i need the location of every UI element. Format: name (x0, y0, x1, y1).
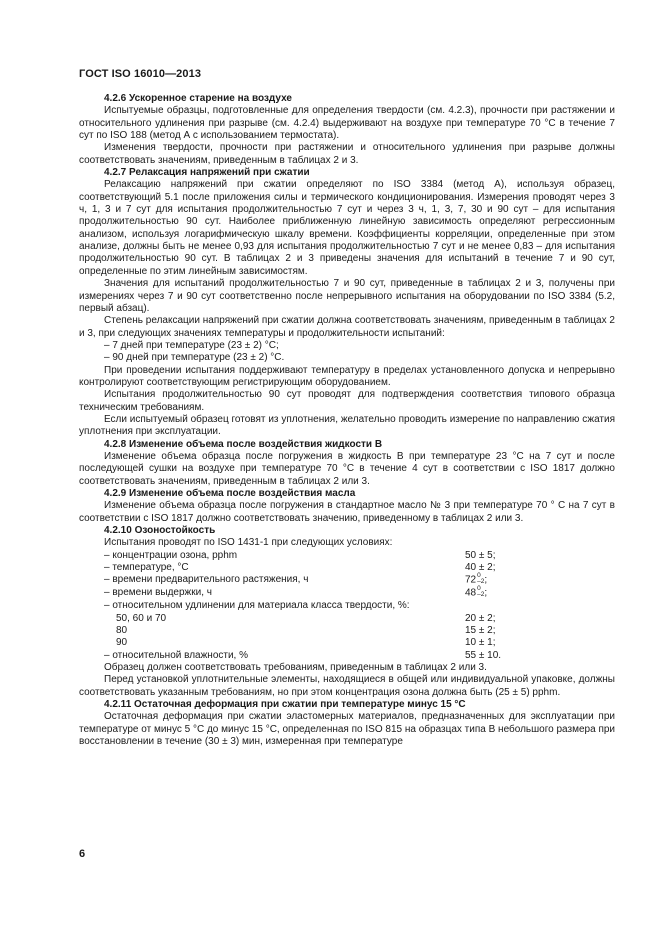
condition-row (79, 637, 615, 649)
paragraph: Изменение объема образца после погружения в стандартное масло № 3 при температуре 70 ° С на 7 сут в соответствии с ISO 1817 должно соответствовать значению, приведенному в таблицах 2 или 3. (79, 500, 615, 524)
condition-row (79, 613, 615, 625)
section-4-2-7-title: 4.2.7 Релаксация напряжений при сжатии (104, 167, 310, 179)
tolerance (477, 586, 484, 598)
condition-row (79, 625, 615, 637)
condition-row (79, 574, 615, 587)
condition-value: 20 ± 2; (465, 612, 496, 624)
value-suffix: ; (484, 575, 488, 587)
tolerance (477, 573, 484, 585)
condition-label: – концентрации озона, pphm (104, 549, 238, 561)
document-header: ГОСТ ISO 16010—2013 (79, 68, 202, 80)
value-suffix: ; (484, 588, 488, 600)
paragraph: Остаточная деформация при сжатии эластомерных материалов, предназначенных для эксплуатации при температуре от минус 5 °С до минус 15 °С, определенная по ISO 815 на образцах типа В небольшого размера при восстановлении в течение (30 ± 3) мин, измеренная при температуре (79, 711, 615, 748)
condition-row (79, 562, 615, 574)
condition-value: 10 ± 1; (465, 637, 496, 649)
paragraph: Изменение объема образца после погружения в жидкость В при температуре 23 °С на 7 сут и после последующей сушки на воздухе при температуре 70 °С в течение 4 сут в соответствии с ISO 1817 должно соответствовать значениям, приведенным в таблицах 2 или 3. (79, 450, 615, 487)
condition-row (79, 650, 615, 662)
tolerance-upper: 0 (477, 572, 481, 580)
condition-row (79, 587, 615, 600)
paragraph: Испытания проводят по ISO 1431-1 при следующих условиях: (104, 537, 393, 549)
condition-value: 15 ± 2; (465, 625, 496, 637)
paragraph: Испытуемые образцы, подготовленные для определения твердости (см. 4.2.3), прочности при растяжении и относительного удлинения при разрыве (см. 4.2.4) выдерживают на воздухе при температуре 70 °С в течение 7 сут по ISO 188 (метод А с использованием термостата). (79, 105, 615, 142)
condition-value: 50 ± 5; (465, 549, 496, 561)
paragraph: При проведении испытания поддерживают температуру в пределах установленного допуска и непрерывно контролируют соответствующим регистрирующим оборудованием. (79, 364, 615, 388)
paragraph: Изменения твердости, прочности при растяжении и относительного удлинения при разрыве должны соответствовать значениям, приведенным в таблицах 2 и 3. (79, 142, 615, 166)
section-4-2-10-title: 4.2.10 Озоностойкость (104, 525, 216, 537)
paragraph: Перед установкой уплотнительные элементы, находящиеся в общей или индивидуальной упаковке, должны соответствовать указанным требованиям, но при этом концентрация озона должна быть (25 ± 5) pphm. (79, 674, 615, 698)
list-item: – 7 дней при температуре (23 ± 2) °С; (104, 339, 279, 351)
condition-value (465, 574, 615, 587)
condition-row (79, 600, 615, 612)
paragraph: Релаксацию напряжений при сжатии определяют по ISO 3384 (метод А), используя образец, соответствующий 5.1 после приложения силы и термического кондиционирования. Измерения проводят через 3 ч, 1, 3 и 7 сут для испытания продолжительностью 7 сут и через 3 ч, 1, 3, 7, 30 и 90 сут – для испытания продолжительностью 90 сут. Наиболее приближенную линейную зависимость определяют регрессионным анализом, используя логарифмическую шкалу времени. Коэффициенты корреляции, определенные при этом анализе, должны быть не менее 0,93 для испытания продолжительностью 7 сут и не менее 0,83 – для испытания продолжительностью 90 сут. В таблицах 2 и 3 приведены значения для испытаний в течение 7 и 90 сут, определенные по этим линейным зависимостям. (79, 179, 615, 277)
condition-label: – времени выдержки, ч (104, 587, 212, 599)
tolerance-lower: –2 (477, 591, 485, 599)
condition-value (465, 600, 615, 612)
condition-label: – относительном удлинении для материала класса твердости, %: (104, 600, 410, 612)
paragraph: Значения для испытаний продолжительностью 7 и 90 сут, приведенные в таблицах 2 и 3, получены при измерениях через 7 и 90 сут соответственно после непрерывного испытания на оборудовании по ISO 3384 (5.2, первый абзац). (79, 278, 615, 314)
paragraph: Если испытуемый образец готовят из уплотнения, желательно проводить измерение по направлению сжатия уплотнения при эксплуатации. (79, 413, 615, 438)
condition-row (79, 550, 615, 562)
condition-value (465, 587, 615, 600)
section-4-2-11-title: 4.2.11 Остаточная деформация при сжатии при температуре минус 15 °С (104, 699, 466, 711)
page-content (79, 93, 615, 749)
condition-label: – температуре, °С (104, 562, 189, 574)
page-number: 6 (79, 848, 86, 860)
paragraph: Испытания продолжительностью 90 сут проводят для подтверждения соответствия типового образца техническим требованиям. (79, 389, 615, 413)
condition-label: – относительной влажности, % (104, 649, 248, 661)
paragraph: Образец должен соответствовать требованиям, приведенным в таблицах 2 или 3. (104, 662, 487, 674)
tolerance-lower: –2 (477, 578, 485, 586)
condition-label: 50, 60 и 70 (116, 612, 167, 624)
condition-label: 90 (116, 637, 128, 649)
section-4-2-8-title: 4.2.8 Изменение объема после воздействия жидкости В (104, 438, 383, 450)
condition-value: 40 ± 2; (465, 562, 496, 574)
condition-label: 80 (116, 625, 128, 637)
paragraph: Степень релаксации напряжений при сжатии должна соответствовать значениям, приведенным в таблицах 2 и 3, при следующих значениях температуры и продолжительности испытаний: (79, 315, 615, 339)
condition-label: – времени предварительного растяжения, ч (104, 574, 309, 586)
tolerance-upper: 0 (477, 585, 481, 593)
value-number: 72 (465, 575, 477, 587)
section-4-2-6-title: 4.2.6 Ускоренное старение на воздухе (104, 93, 292, 104)
value-number: 48 (465, 588, 477, 600)
section-4-2-9-title: 4.2.9 Изменение объема после воздействия масла (104, 488, 356, 499)
list-item: – 90 дней при температуре (23 ± 2) °С. (104, 352, 285, 364)
condition-value: 55 ± 10. (465, 649, 502, 661)
